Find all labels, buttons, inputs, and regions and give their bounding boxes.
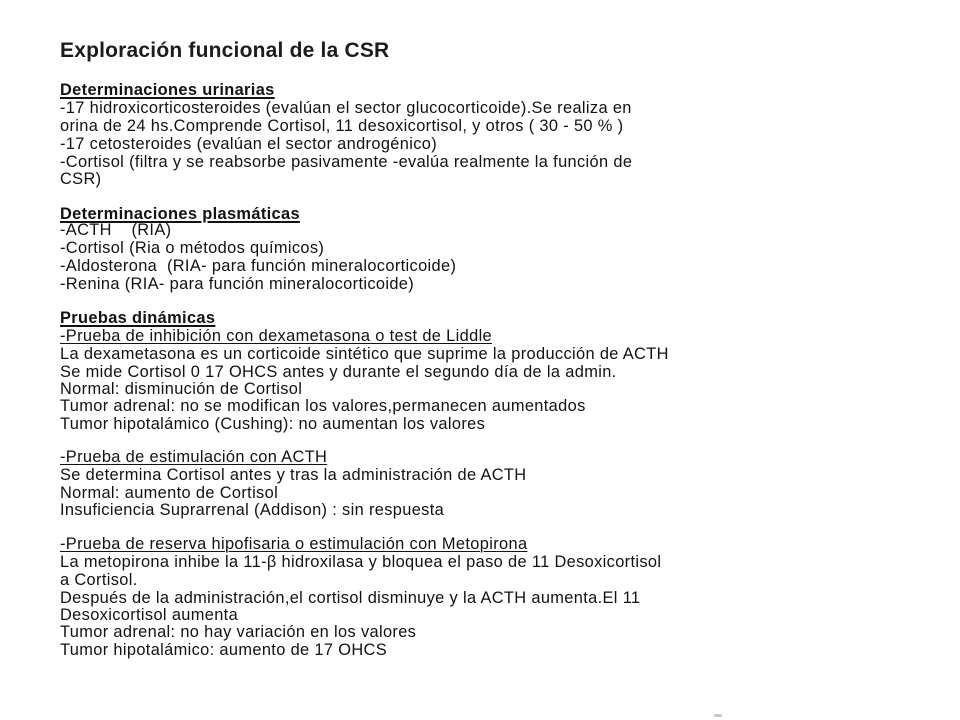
section-heading-dinamicas: Pruebas dinámicas xyxy=(60,309,216,327)
text-line: -17 cetosteroides (evalúan el sector androgénico) xyxy=(60,135,438,153)
page-title: Exploración funcional de la CSR xyxy=(60,39,390,62)
section-heading-plasmaticas: Determinaciones plasmáticas xyxy=(60,205,300,223)
text-line: -17 hidroxicorticosteroides (evalúan el sector glucocorticoide).Se realiza en xyxy=(60,99,632,117)
text-line: -ACTH (RIA) xyxy=(60,221,172,239)
text-line: Tumor hipotalámico: aumento de 17 OHCS xyxy=(60,641,387,659)
text-line: Tumor hipotalámico (Cushing): no aumentan los valores xyxy=(60,415,486,433)
subsection-heading-metopirona: -Prueba de reserva hipofisaria o estimulación con Metopirona xyxy=(60,535,528,553)
text-line: La dexametasona es un corticoide sintético que suprime la producción de ACTH xyxy=(60,345,669,363)
scan-speck xyxy=(714,714,722,717)
text-line: Después de la administración,el cortisol disminuye y la ACTH aumenta.El 11 xyxy=(60,589,641,607)
text-line: Insuficiencia Suprarrenal (Addison) : sin respuesta xyxy=(60,501,445,519)
subsection-heading-liddle: -Prueba de inhibición con dexametasona o test de Liddle xyxy=(60,327,493,345)
text-line: Desoxicortisol aumenta xyxy=(60,606,239,624)
text-line: Se mide Cortisol 0 17 OHCS antes y durante el segundo día de la admin. xyxy=(60,363,617,381)
section-heading-urinarias: Determinaciones urinarias xyxy=(60,81,275,99)
text-line: Normal: aumento de Cortisol xyxy=(60,484,279,502)
text-line: Tumor adrenal: no hay variación en los valores xyxy=(60,623,417,641)
text-line: -Cortisol (Ria o métodos químicos) xyxy=(60,239,325,257)
text-line: Se determina Cortisol antes y tras la administración de ACTH xyxy=(60,466,527,484)
subsection-heading-acth: -Prueba de estimulación con ACTH xyxy=(60,448,328,466)
text-line: -Cortisol (filtra y se reabsorbe pasivamente -evalúa realmente la función de xyxy=(60,153,633,171)
text-line: -Renina (RIA- para función mineralocorticoide) xyxy=(60,275,415,293)
text-line: Tumor adrenal: no se modifican los valores,permanecen aumentados xyxy=(60,397,586,415)
text-line: a Cortisol. xyxy=(60,571,138,589)
text-line: Normal: disminución de Cortisol xyxy=(60,380,303,398)
text-line: -Aldosterona (RIA- para función mineralocorticoide) xyxy=(60,257,457,275)
text-line: CSR) xyxy=(60,170,102,188)
text-line: orina de 24 hs.Comprende Cortisol, 11 desoxicortisol, y otros ( 30 - 50 % ) xyxy=(60,117,624,135)
text-line: La metopirona inhibe la 11-β hidroxilasa y bloquea el paso de 11 Desoxicortisol xyxy=(60,553,662,571)
